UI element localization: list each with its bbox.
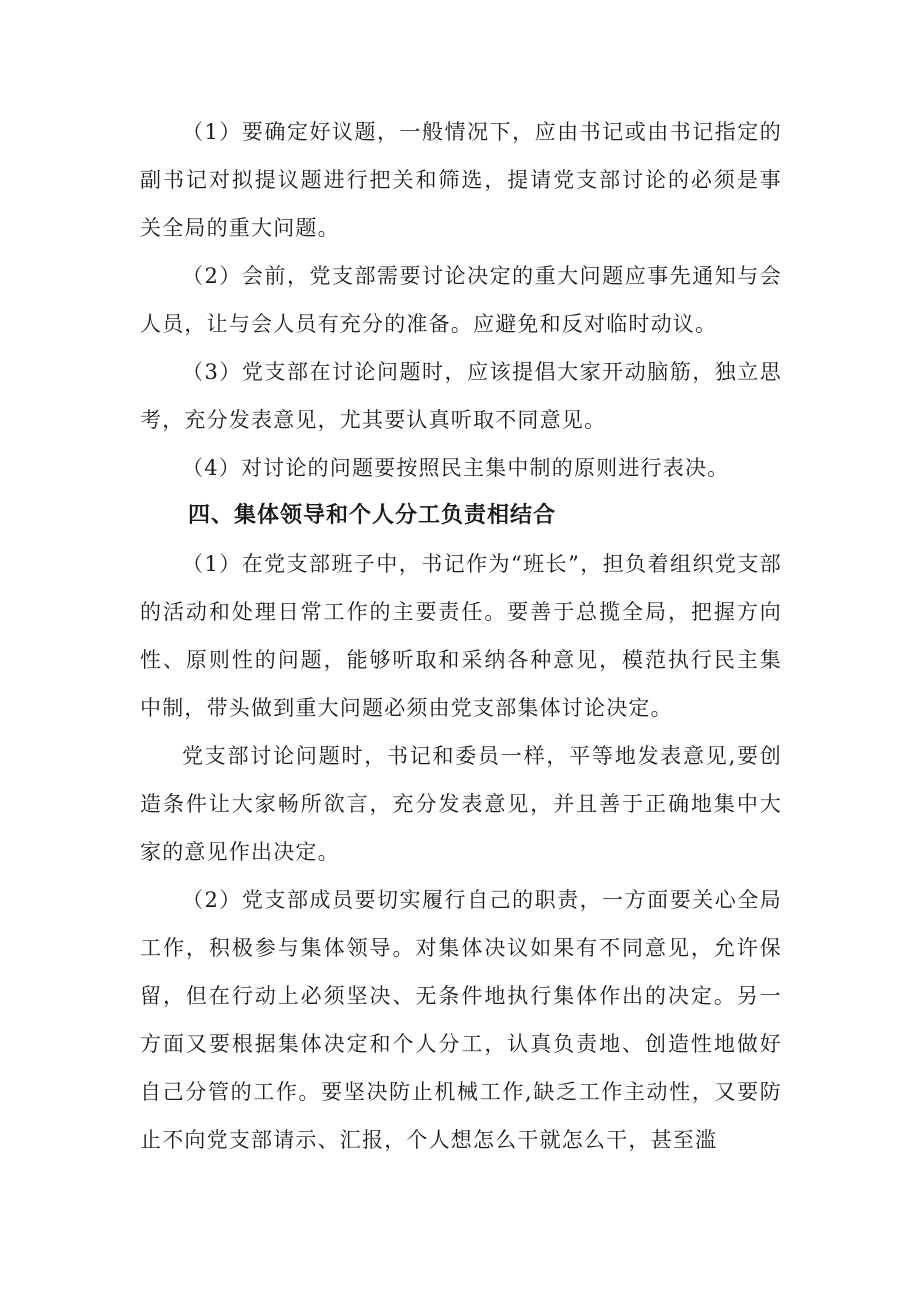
paragraph-agenda-selection: （1）要确定好议题，一般情况下，应由书记或由书记指定的副书记对拟提议题进行把关和筛选，提请党支部讨论的必须是事关全局的重大问题。	[140, 120, 782, 240]
paragraph-voting: （4）对讨论的问题要按照民主集中制的原则进行表决。	[182, 456, 730, 480]
paragraph-open-discussion: （3）党支部在讨论问题时，应该提倡大家开动脑筋，独立思考，充分发表意见，尤其要认真听取不同意见。	[140, 360, 782, 432]
paragraph-member-duties: （2）党支部成员要切实履行自己的职责，一方面要关心全局工作，积极参与集体领导。对集体决议如果有不同意见，允许保留，但在行动上必须坚决、无条件地执行集体作出的决定。另一方面又要根据集体决定和个人分工，认真负责地、创造性地做好自己分管的工作。要坚决防止机械工作,缺乏工作主动性，又要防止不向党支部请示、汇报，个人想怎么干就怎么干，甚至滥	[140, 888, 782, 1152]
section-heading: 四、集体领导和个人分工负责相结合	[188, 503, 557, 528]
paragraph-equal-discussion: 党支部讨论问题时，书记和委员一样，平等地发表意见,要创造条件让大家畅所欲言，充分发表意见，并且善于正确地集中大家的意见作出决定。	[140, 744, 782, 864]
paragraph-secretary-role: （1）在党支部班子中，书记作为“班长”，担负着组织党支部的活动和处理日常工作的主要责任。要善于总揽全局，把握方向性、原则性的问题，能够听取和采纳各种意见，模范执行民主集中制，带头做到重大问题必须由党支部集体讨论决定。	[140, 552, 782, 720]
document-body	[140, 108, 782, 1164]
paragraph-advance-notice: （2）会前，党支部需要讨论决定的重大问题应事先通知与会人员，让与会人员有充分的准备。应避免和反对临时动议。	[140, 264, 782, 336]
